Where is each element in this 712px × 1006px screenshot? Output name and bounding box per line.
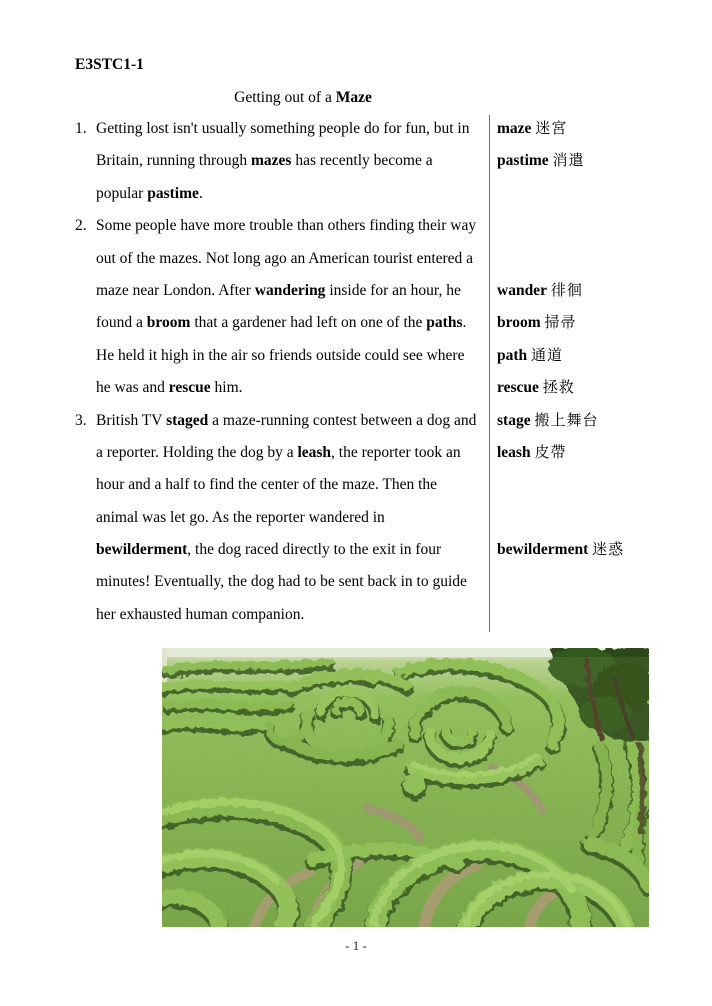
vocab-translation: 徘徊	[550, 283, 583, 299]
vocab-word: bewilderment	[497, 541, 589, 559]
vocab-item	[497, 307, 577, 339]
text-line	[75, 599, 489, 631]
paragraph-number: 2.	[75, 217, 87, 235]
text-segment: has recently become a	[291, 152, 433, 170]
maze-photo-graphic	[162, 648, 649, 927]
text-line	[75, 405, 489, 437]
bold-text-segment: broom	[146, 314, 191, 332]
text-segment: , the dog raced directly to the exit in four	[187, 541, 442, 559]
text-line	[75, 113, 489, 145]
text-segment: Some people have more trouble than others finding their way	[96, 217, 477, 235]
bold-text-segment: pastime	[147, 184, 199, 202]
vocab-word: rescue	[497, 379, 539, 397]
vocab-translation: 迷宮	[535, 121, 568, 137]
vocab-translation: 皮帶	[534, 445, 567, 461]
vocab-word: wander	[497, 282, 547, 299]
vocab-translation: 通道	[531, 347, 564, 364]
vocab-translation: 迷惑	[592, 542, 625, 559]
text-segment: him.	[210, 379, 243, 397]
vocab-translation: 掃帚	[544, 315, 577, 332]
vocab-translation: 拯救	[542, 380, 575, 397]
text-segment: out of the mazes. Not long ago an American tourist entered a	[96, 249, 474, 267]
bold-text-segment: leash	[297, 443, 332, 461]
text-line	[75, 307, 489, 339]
text-segment: he was and	[96, 379, 169, 397]
bold-text-segment: Maze	[335, 89, 372, 106]
vocab-translation: 搬上舞台	[534, 412, 599, 429]
text-line	[75, 372, 489, 404]
text-line	[75, 502, 489, 534]
bold-text-segment: rescue	[168, 379, 211, 397]
text-segment: a maze-running contest between a dog and	[208, 411, 477, 429]
text-segment: .	[462, 314, 467, 332]
bold-text-segment: mazes	[251, 152, 292, 170]
text-segment: , the reporter took an	[331, 443, 461, 461]
document-code: E3STC1-1	[75, 56, 144, 73]
text-line	[75, 566, 489, 598]
text-segment: popular	[96, 184, 148, 202]
text-line	[75, 437, 489, 469]
text-line	[75, 275, 489, 307]
vocab-item	[497, 275, 583, 307]
text-segment: inside for an hour, he	[325, 281, 461, 299]
vocab-translation: 消遣	[552, 153, 585, 170]
vocab-word: broom	[497, 314, 541, 332]
bold-text-segment: wandering	[254, 281, 326, 299]
vocab-word: pastime	[497, 152, 549, 170]
page-number: - 1 -	[345, 938, 367, 953]
text-segment: found a	[96, 314, 147, 332]
vocab-word: maze	[497, 120, 532, 137]
text-segment: He held it high in the air so friends outside could see where	[96, 346, 465, 364]
text-line	[75, 469, 489, 501]
bold-text-segment: paths	[426, 314, 463, 332]
vocab-word: stage	[497, 411, 531, 429]
vocab-word: leash	[497, 444, 531, 461]
vocab-word: path	[497, 346, 528, 364]
vocab-item	[497, 372, 575, 404]
vocab-item	[497, 405, 598, 437]
text-line	[75, 340, 489, 372]
maze-photo	[162, 648, 649, 927]
text-line	[75, 534, 489, 566]
text-segment: hour and a half to find the center of the maze. Then the	[96, 476, 438, 494]
text-segment: a reporter. Holding the dog by a	[96, 443, 298, 461]
text-segment: Britain, running through	[96, 152, 251, 170]
vocab-item	[497, 534, 624, 566]
text-line	[75, 210, 489, 242]
text-segment: her exhausted human companion.	[96, 605, 305, 623]
article-body	[75, 113, 489, 631]
text-line	[75, 243, 489, 275]
text-segment: Getting lost isn't usually something people do for fun, but in	[96, 120, 470, 137]
article-title	[75, 88, 531, 108]
vocab-item	[497, 340, 563, 372]
paragraph-number: 3.	[75, 411, 87, 429]
text-segment: maze near London. After	[96, 281, 255, 299]
vocab-item	[497, 437, 566, 469]
text-line	[75, 145, 489, 177]
vocab-item	[497, 113, 567, 145]
paragraph-number: 1.	[75, 120, 87, 137]
text-segment: that a gardener had left on one of the	[190, 314, 427, 332]
vertical-divider	[489, 115, 491, 632]
text-segment: minutes! Eventually, the dog had to be sent back in to guide	[96, 573, 467, 591]
text-segment: .	[198, 184, 203, 202]
text-segment: Getting out of a	[234, 89, 336, 106]
bold-text-segment: bewilderment	[96, 541, 188, 559]
vocab-item	[497, 145, 585, 177]
text-segment: animal was let go. As the reporter wandered in	[96, 508, 385, 526]
text-line	[75, 178, 489, 210]
text-segment: British TV	[96, 411, 167, 429]
bold-text-segment: staged	[166, 411, 209, 429]
